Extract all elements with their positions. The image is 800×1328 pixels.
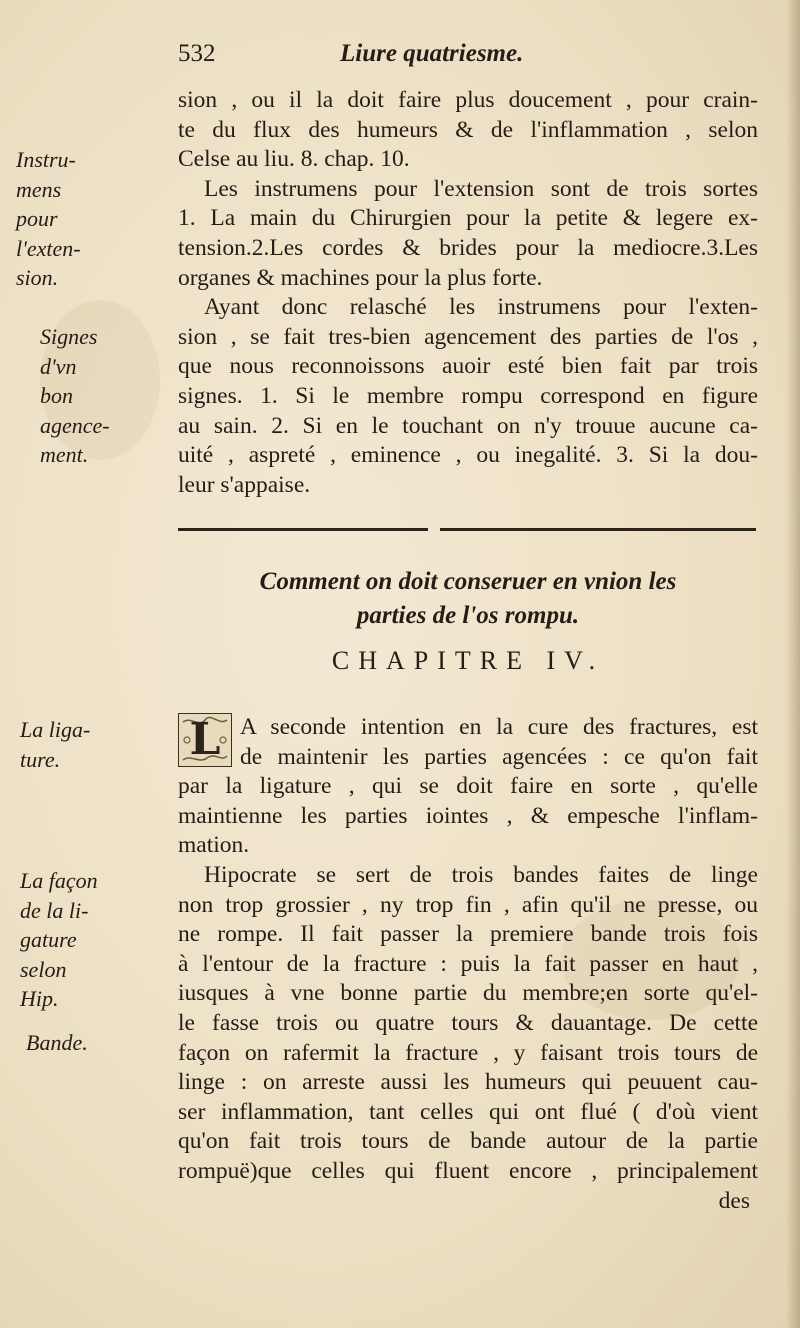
margin-line: d'vn — [40, 353, 77, 379]
bottom-paragraphs — [178, 713, 758, 1216]
page-edge-shadow — [786, 0, 800, 1328]
margin-note-instrumens — [16, 145, 166, 293]
text-line: signes. 1. Si le membre rompu correspond en figure — [178, 382, 758, 409]
margin-line: Instru- — [16, 147, 76, 172]
text-line: que nous reconnoissons auoir esté bien fait par trois — [178, 353, 758, 380]
margin-line: bon — [40, 383, 73, 409]
rule-segment — [178, 528, 428, 531]
text-line: au sain. 2. Si en le touchant on n'y trouue aucune ca- — [178, 412, 758, 439]
margin-line: mens — [16, 176, 62, 202]
margin-line: Hip. — [20, 986, 59, 1012]
running-title: Liure quatriesme. — [340, 40, 524, 67]
section-title-line: parties de l'os rompu. — [356, 602, 580, 629]
margin-note-facon — [20, 866, 170, 1014]
margin-line: La façon — [20, 868, 98, 893]
margin-note-signes — [40, 322, 190, 470]
text-line: façon on rafermit la fracture , y faisant trois tours de — [178, 1039, 758, 1066]
text-line: Les instrumens pour l'extension sont de trois sortes — [204, 175, 758, 202]
page-number: 532 — [178, 40, 216, 67]
margin-line: agence- — [40, 412, 110, 438]
text-line: sion , se fait tres-bien agencement des parties de l'os , — [178, 323, 758, 350]
rule-segment — [440, 528, 756, 531]
text-line: linge : on arreste aussi les humeurs qui peuuent cau- — [178, 1069, 758, 1096]
text-line: rompuë)que celles qui fluent encore , principalement — [178, 1157, 758, 1184]
text-line: Hipocrate se sert de trois bandes faites de linge — [204, 861, 758, 888]
margin-line: Signes — [40, 324, 98, 349]
text-line: ser inflammation, tant celles qui ont flué ( d'où vient — [178, 1098, 758, 1125]
margin-line: ment. — [40, 442, 89, 468]
margin-note-ligature — [20, 715, 170, 774]
text-line: te du flux des humeurs & de l'inflammation , selon — [178, 116, 758, 143]
catchword: des — [718, 1187, 750, 1214]
margin-line: l'exten- — [16, 235, 81, 261]
text-line: uité , aspreté , eminence , ou inegalité. 3. Si la dou- — [178, 442, 758, 469]
text-line: tension.2.Les cordes & brides pour la mediocre.3.Les — [178, 234, 758, 261]
section-rule — [178, 525, 756, 535]
margin-note-bande — [26, 1028, 176, 1058]
text-line: par la ligature , qui se doit faire en sorte , qu'elle — [178, 773, 758, 800]
text-line: qu'on fait trois tours de bande autour de la partie — [178, 1128, 758, 1155]
text-line: mation. — [178, 832, 250, 859]
text-line: Ayant donc relasché les instrumens pour l'exten- — [204, 294, 758, 321]
margin-line: selon — [20, 956, 67, 982]
margin-line: Bande. — [26, 1030, 88, 1055]
text-line: A seconde intention en la cure des fractures, est — [240, 714, 758, 740]
margin-line: gature — [20, 927, 77, 953]
text-line: organes & machines pour la plus forte. — [178, 264, 543, 291]
margin-line: de la li- — [20, 897, 89, 923]
margin-line: sion. — [16, 265, 59, 291]
text-line: 1. La main du Chirurgien pour la petite & legere ex- — [178, 205, 758, 232]
top-paragraphs — [178, 86, 758, 500]
text-line: leur s'appaise. — [178, 471, 311, 498]
text-line: le fasse trois ou quatre tours & dauantage. De cette — [178, 1009, 758, 1036]
drop-cap-letter: L — [189, 714, 221, 765]
text-line: à l'entour de la fracture : puis la fait passer en haut , — [178, 950, 758, 977]
text-line: Celse au liu. 8. chap. 10. — [178, 146, 410, 173]
text-line: iusques à vne bonne partie du membre;en sorte qu'el- — [178, 980, 758, 1007]
section-title — [178, 565, 758, 633]
text-line: de maintenir les parties agencées : ce qu'on fait — [240, 743, 758, 770]
text-line: non trop grossier , ny trop fin , afin qu'il ne presse, ou — [178, 891, 758, 918]
margin-line: pour — [16, 206, 58, 232]
margin-line: ture. — [20, 746, 61, 772]
text-line: sion , ou il la doit faire plus doucement , pour crain- — [178, 87, 758, 113]
chapter-heading: CHAPITRE IV. — [331, 646, 605, 675]
text-line: ne rompe. Il fait passer la premiere bande trois fois — [178, 921, 758, 948]
text-line: maintienne les parties iointes , & empesche l'inflam- — [178, 802, 758, 829]
section-title-line: Comment on doit conseruer en vnion les — [259, 568, 677, 595]
margin-line: La liga- — [20, 717, 91, 742]
